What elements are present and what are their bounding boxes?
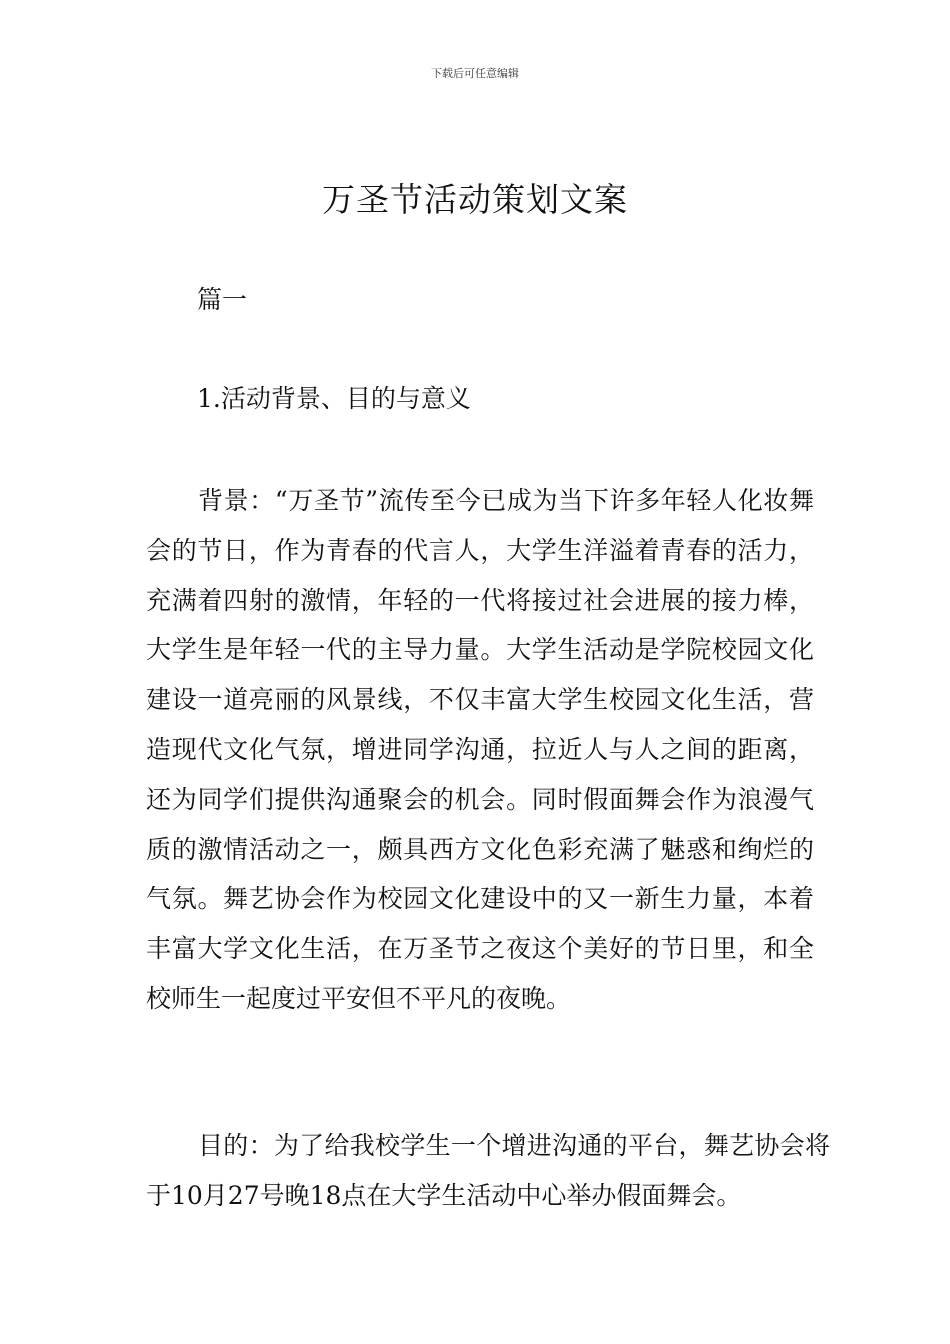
document-title: 万圣节活动策划文案 — [322, 180, 628, 219]
purpose-paragraph: 目的：为了给我校学生一个增进沟通的平台，舞艺协会将于10月27号晚18点在大学生活动中心举办假面舞会。 — [146, 1131, 830, 1210]
header-note: 下载后可任意编辑 — [431, 67, 519, 80]
section-heading: 1.活动背景、目的与意义 — [197, 384, 471, 413]
background-paragraph: 背景：“万圣节”流传至今已成为当下许多年轻人化妆舞会的节日，作为青春的代言人，大学生洋溢着青春的活力，充满着四射的激情，年轻的一代将接过社会进展的接力棒，大学生是年轻一代的主导力量。大学生活动是学院校园文化建设一道亮丽的风景线，不仅丰富大学生校园文化生活，营造现代文化气氛，增进同学沟通，拉近人与人之间的距离，还为同学们提供沟通聚会的机会。同时假面舞会作为浪漫气质的激情活动之一，颇具西方文化色彩充满了魅惑和绚烂的气氛。舞艺协会作为校园文化建设中的又一新生力量，本着丰富大学文化生活，在万圣节之夜这个美好的节日里，和全校师生一起度过平安但不平凡的夜晚。 — [146, 486, 814, 1013]
section-label: 篇一 — [197, 285, 248, 314]
